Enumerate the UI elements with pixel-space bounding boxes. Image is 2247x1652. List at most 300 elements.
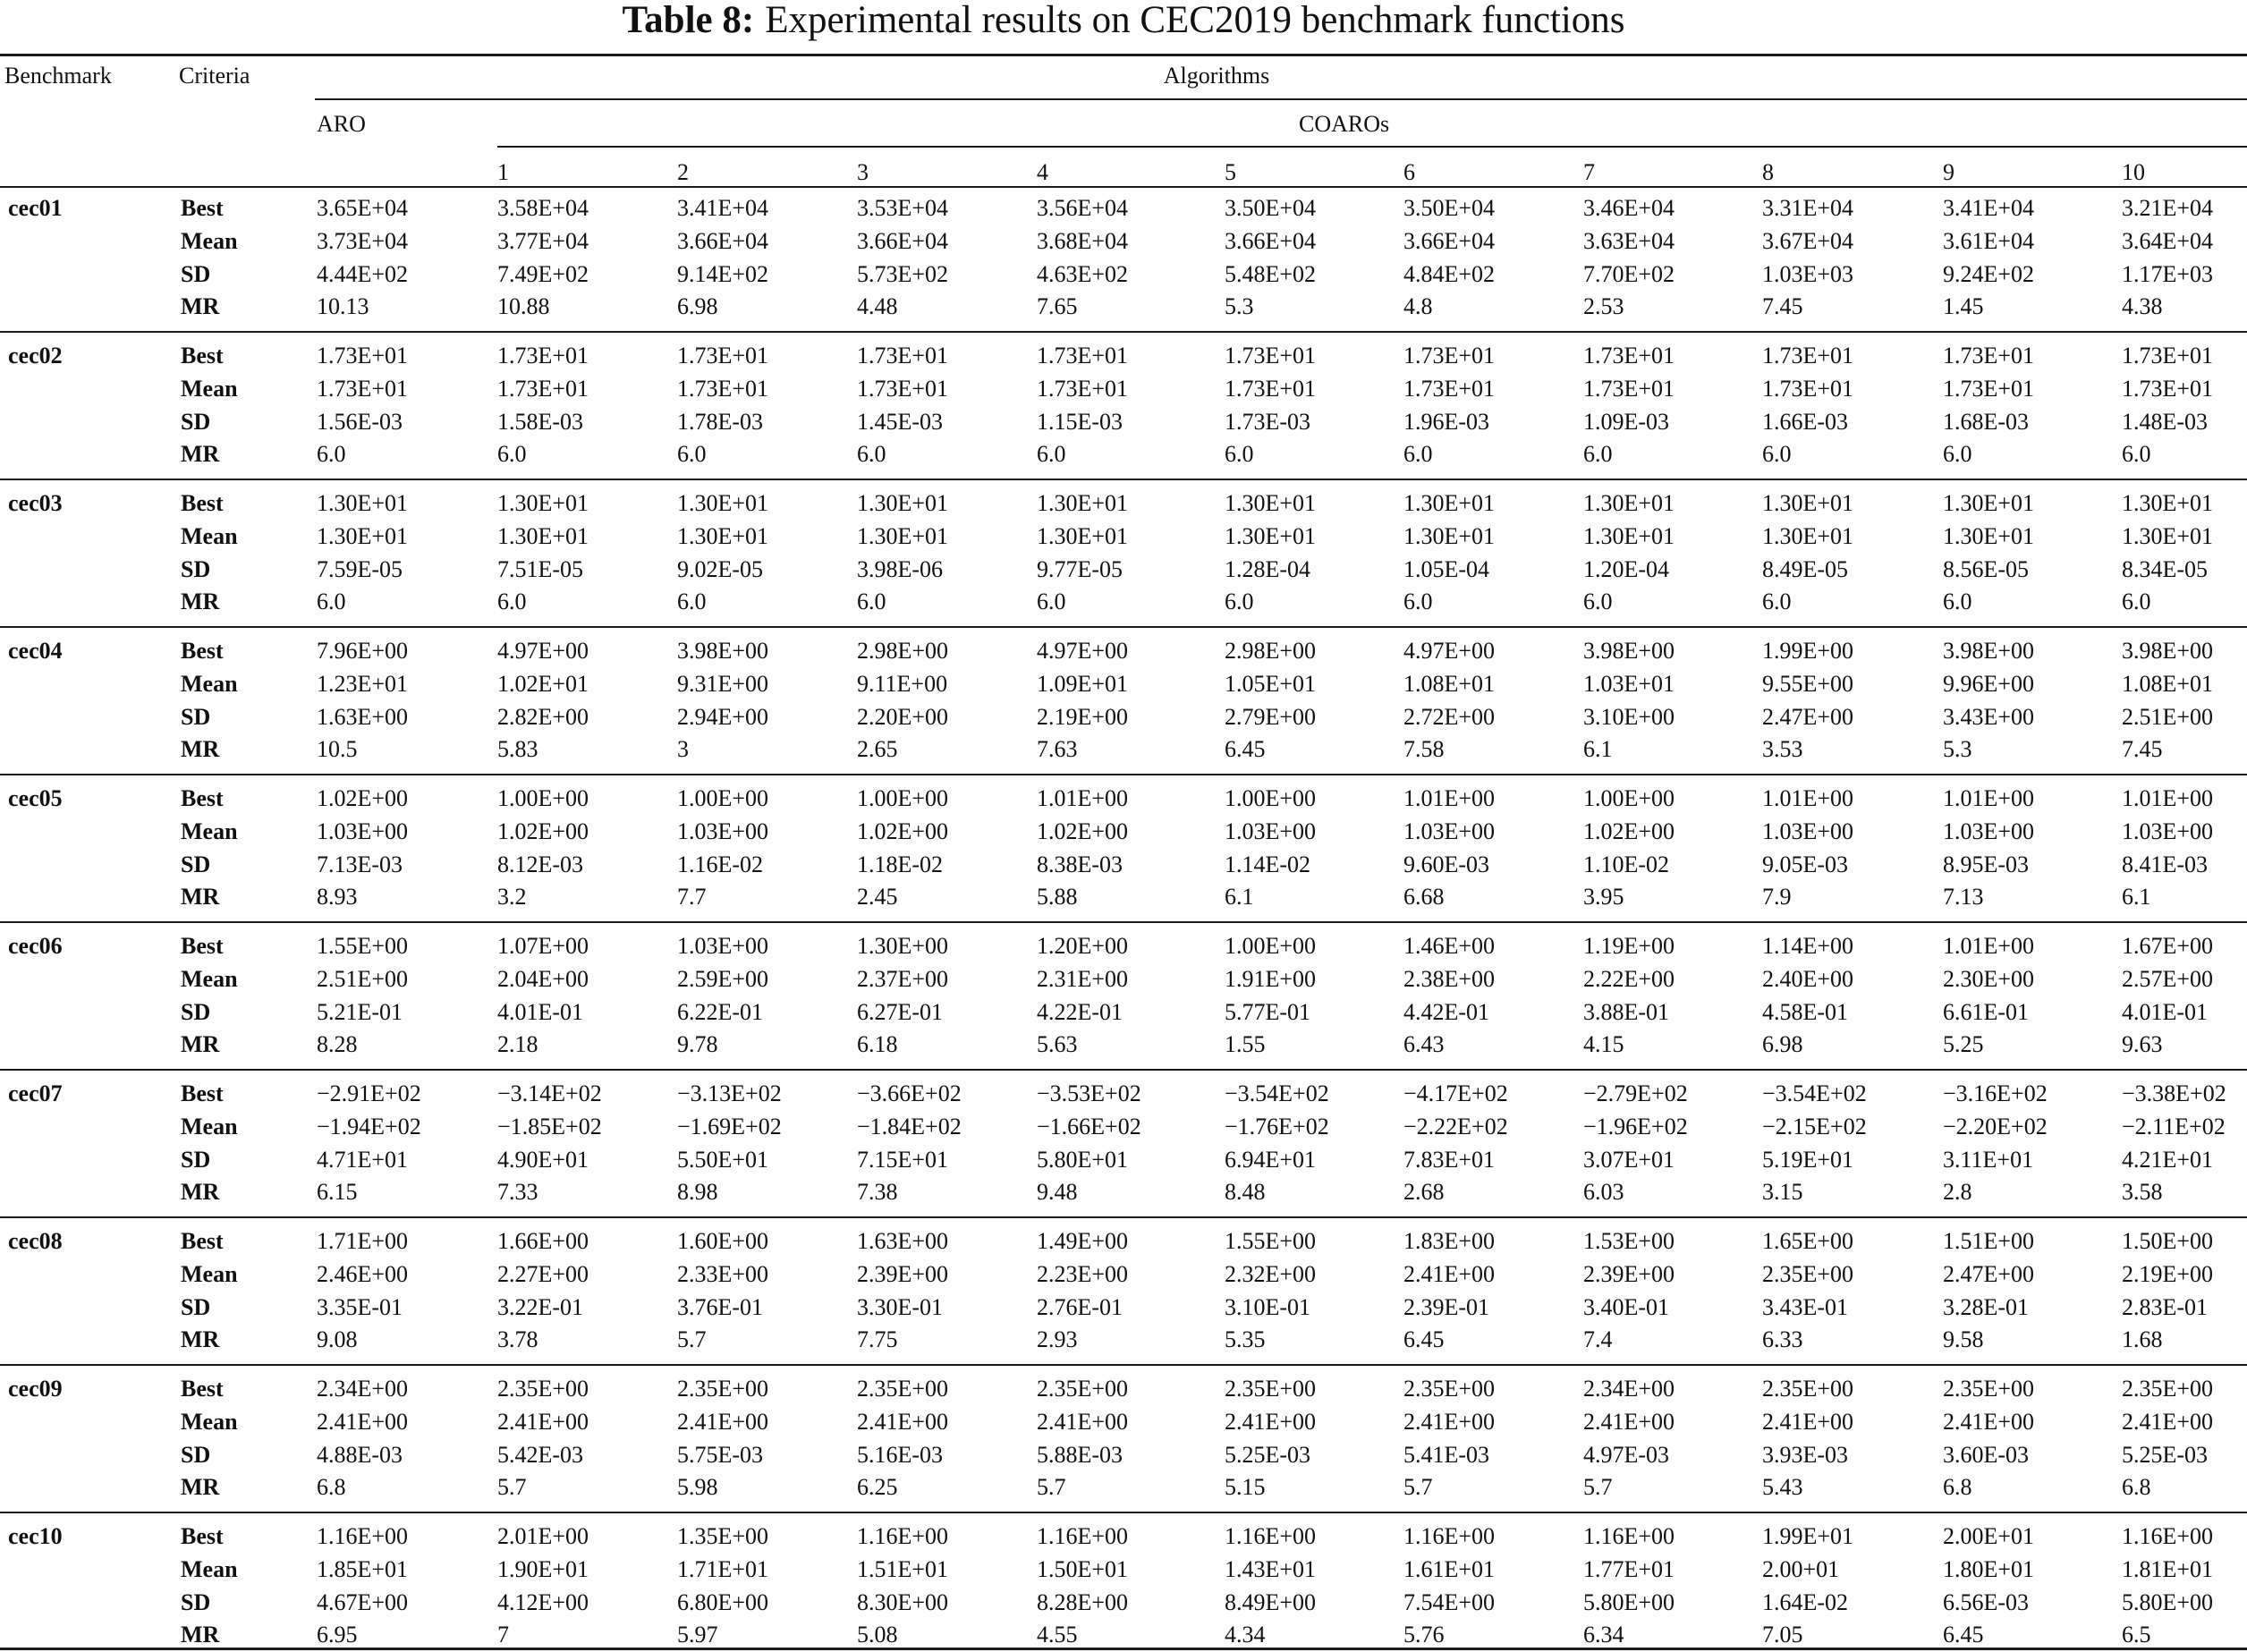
- table-cell: 9.77E-05: [1037, 555, 1124, 582]
- table-cell: 1.49E+00: [1037, 1228, 1129, 1254]
- criteria-label: Mean: [181, 1260, 238, 1287]
- table-cell: 3.98E+00: [2122, 638, 2214, 664]
- benchmark-name: cec08: [8, 1228, 63, 1254]
- table-cell: 6.1: [2122, 884, 2151, 911]
- table-cell: 3.98E-06: [857, 555, 944, 582]
- group-separator: [0, 1364, 2247, 1366]
- table-cell: 1.10E-02: [1583, 851, 1670, 877]
- group-separator: [0, 1216, 2247, 1218]
- table-cell: 2.47E+00: [1762, 703, 1854, 730]
- table-cell: 1.30E+01: [1762, 490, 1854, 516]
- table-cell: 9.63: [2122, 1031, 2163, 1058]
- table-cell: 4.34: [1225, 1622, 1266, 1648]
- table-cell: 1.73E+01: [1403, 343, 1496, 369]
- table-cell: 5.88: [1037, 884, 1078, 911]
- table-cell: 2.22E+00: [1583, 965, 1675, 992]
- table-cell: 1.73E+01: [1225, 375, 1317, 402]
- criteria-label: MR: [181, 1622, 220, 1648]
- table-cell: 1.53E+00: [1583, 1228, 1675, 1254]
- table-cell: 2.19E+00: [2122, 1260, 2214, 1287]
- table-cell: 1.17E+03: [2122, 260, 2214, 287]
- criteria-label: Mean: [181, 1555, 238, 1582]
- table-cell: 5.80E+00: [1583, 1588, 1675, 1615]
- table-cell: 6.15: [317, 1179, 358, 1206]
- criteria-label: Mean: [181, 1408, 238, 1435]
- table-cell: 2.68: [1403, 1179, 1445, 1206]
- table-cell: 2.41E+00: [497, 1408, 589, 1435]
- table-cell: 1.61E+01: [1403, 1555, 1496, 1582]
- criteria-label: Mean: [181, 670, 238, 697]
- table-cell: 2.35E+00: [677, 1376, 769, 1402]
- table-cell: 2.51E+00: [317, 965, 409, 992]
- algorithms-rule: [315, 98, 2247, 100]
- table-cell: 8.49E-05: [1762, 555, 1849, 582]
- table-cell: 7.58: [1403, 736, 1445, 763]
- table-cell: 7.70E+02: [1583, 260, 1675, 287]
- table-cell: 7.13: [1943, 884, 1984, 911]
- table-cell: 2.98E+00: [857, 638, 949, 664]
- group-separator: [0, 479, 2247, 480]
- table-cell: 1.16E+00: [1225, 1523, 1317, 1549]
- table-cell: 1.16E+00: [2122, 1523, 2214, 1549]
- table-cell: −3.66E+02: [857, 1080, 962, 1106]
- table-cell: 1.03E+00: [1762, 818, 1854, 844]
- table-cell: −1.76E+02: [1225, 1113, 1329, 1139]
- table-cell: 5.48E+02: [1225, 260, 1317, 287]
- header-coaros: COAROs: [1299, 111, 1390, 137]
- table-cell: 5.43: [1762, 1474, 1803, 1501]
- table-cell: 2.31E+00: [1037, 965, 1129, 992]
- benchmark-name: cec06: [8, 933, 63, 959]
- table-cell: 8.38E-03: [1037, 851, 1124, 877]
- table-cell: 2.94E+00: [677, 703, 769, 730]
- table-cell: 2.41E+00: [317, 1408, 409, 1435]
- table-cell: 5.7: [677, 1326, 707, 1353]
- table-cell: 1.30E+01: [1037, 490, 1129, 516]
- table-cell: −2.79E+02: [1583, 1080, 1688, 1106]
- table-cell: 6.68: [1403, 884, 1445, 911]
- table-cell: 2.40E+00: [1762, 965, 1854, 992]
- table-cell: 1.73E+01: [317, 375, 409, 402]
- table-cell: 4.48: [857, 293, 898, 320]
- criteria-label: MR: [181, 884, 220, 911]
- table-cell: 1.14E+00: [1762, 933, 1854, 959]
- table-cell: 1.66E+00: [497, 1228, 589, 1254]
- table-cell: 3.50E+04: [1403, 195, 1496, 221]
- table-cell: 2.35E+00: [857, 1376, 949, 1402]
- table-cell: 1.51E+01: [857, 1555, 949, 1582]
- header-coaro-10: 10: [2122, 159, 2145, 185]
- table-cell: 6.0: [1762, 441, 1792, 468]
- table-cell: 1.01E+00: [1943, 933, 2035, 959]
- criteria-label: SD: [181, 1146, 211, 1173]
- table-cell: 3.95: [1583, 884, 1624, 911]
- table-cell: 5.3: [1225, 293, 1254, 320]
- table-cell: 3.66E+04: [1403, 227, 1496, 254]
- table-cell: 6.0: [1583, 589, 1613, 615]
- table-cell: −1.96E+02: [1583, 1113, 1688, 1139]
- table-cell: 3.56E+04: [1037, 195, 1129, 221]
- table-cell: 3.10E+00: [1583, 703, 1675, 730]
- table-cell: −3.14E+02: [497, 1080, 602, 1106]
- table-cell: 8.93: [317, 884, 358, 911]
- criteria-label: SD: [181, 260, 211, 287]
- group-separator: [0, 921, 2247, 923]
- table-cell: 8.28E+00: [1037, 1588, 1129, 1615]
- table-cell: 2.41E+00: [1037, 1408, 1129, 1435]
- table-cell: 8.48: [1225, 1179, 1266, 1206]
- table-cell: 6.0: [317, 589, 346, 615]
- table-cell: 2.46E+00: [317, 1260, 409, 1287]
- table-cell: 1.71E+01: [677, 1555, 769, 1582]
- table-cell: 7.59E-05: [317, 555, 403, 582]
- table-cell: 7.4: [1583, 1326, 1613, 1353]
- table-cell: 1.02E+00: [1037, 818, 1129, 844]
- table-cell: 1.78E-03: [677, 408, 764, 435]
- top-rule: [0, 54, 2247, 56]
- criteria-label: SD: [181, 851, 211, 877]
- table-cell: 7.13E-03: [317, 851, 403, 877]
- table-cell: 2.41E+00: [1583, 1408, 1675, 1435]
- table-cell: 7.65: [1037, 293, 1078, 320]
- table-cell: −2.91E+02: [317, 1080, 421, 1106]
- table-cell: 8.41E-03: [2122, 851, 2209, 877]
- table-cell: 1.05E-04: [1403, 555, 1490, 582]
- table-cell: 3.41E+04: [1943, 195, 2035, 221]
- table-cell: −3.54E+02: [1225, 1080, 1329, 1106]
- table-cell: 8.98: [677, 1179, 718, 1206]
- table-cell: 3.60E-03: [1943, 1441, 2030, 1468]
- benchmark-name: cec02: [8, 343, 63, 369]
- table-cell: 3.21E+04: [2122, 195, 2214, 221]
- table-cell: 6.0: [317, 441, 346, 468]
- table-cell: 2.41E+00: [1403, 1408, 1496, 1435]
- table-cell: 2.35E+00: [1037, 1376, 1129, 1402]
- table-cell: 2.72E+00: [1403, 703, 1496, 730]
- table-cell: 9.96E+00: [1943, 670, 2035, 697]
- table-cell: 2.34E+00: [317, 1376, 409, 1402]
- table-cell: 1.73E+01: [677, 375, 769, 402]
- table-cell: 2.35E+00: [1225, 1376, 1317, 1402]
- table-cell: 2.35E+00: [2122, 1376, 2214, 1402]
- table-cell: 1.03E+00: [1403, 818, 1496, 844]
- table-cell: 1.30E+01: [1583, 522, 1675, 549]
- criteria-label: Mean: [181, 375, 238, 402]
- table-cell: 1.68E-03: [1943, 408, 2030, 435]
- table-cell: −2.20E+02: [1943, 1113, 2048, 1139]
- table-cell: 1.30E+01: [317, 522, 409, 549]
- table-cell: 5.42E-03: [497, 1441, 584, 1468]
- table-cell: 1.60E+00: [677, 1228, 769, 1254]
- table-cell: 1.05E+01: [1225, 670, 1317, 697]
- criteria-label: MR: [181, 1179, 220, 1206]
- table-cell: 4.8: [1403, 293, 1433, 320]
- criteria-label: Best: [181, 1523, 224, 1549]
- table-cell: 1.56E-03: [317, 408, 403, 435]
- table-cell: 1.00E+00: [1225, 933, 1317, 959]
- table-cell: 1.01E+00: [2122, 785, 2214, 811]
- table-cell: 5.80E+00: [2122, 1588, 2214, 1615]
- table-cell: 5.63: [1037, 1031, 1078, 1058]
- table-cell: 1.03E+00: [677, 818, 769, 844]
- table-cell: 6.0: [1943, 589, 1972, 615]
- table-cell: −2.22E+02: [1403, 1113, 1508, 1139]
- table-cell: 1.83E+00: [1403, 1228, 1496, 1254]
- table-cell: 2.82E+00: [497, 703, 589, 730]
- table-cell: 5.21E-01: [317, 998, 403, 1025]
- table-cell: 1.73E+01: [1225, 343, 1317, 369]
- table-cell: 1.08E+01: [1403, 670, 1496, 697]
- table-cell: 1.96E-03: [1403, 408, 1490, 435]
- table-cell: 5.19E+01: [1762, 1146, 1854, 1173]
- table-cell: 3.07E+01: [1583, 1146, 1675, 1173]
- table-cell: 1.02E+00: [857, 818, 949, 844]
- table-cell: 10.5: [317, 736, 358, 763]
- criteria-label: Mean: [181, 965, 238, 992]
- criteria-label: Best: [181, 1080, 224, 1106]
- table-cell: 1.19E+00: [1583, 933, 1675, 959]
- table-cell: 4.15: [1583, 1031, 1624, 1058]
- table-cell: 1.30E+01: [1762, 522, 1854, 549]
- table-cell: 7.51E-05: [497, 555, 584, 582]
- table-cell: 2.37E+00: [857, 965, 949, 992]
- table-cell: 4.38: [2122, 293, 2163, 320]
- table-cell: 7.54E+00: [1403, 1588, 1496, 1615]
- table-cell: 6.22E-01: [677, 998, 764, 1025]
- table-cell: 1.00E+00: [857, 785, 949, 811]
- table-cell: 1.30E+01: [1943, 490, 2035, 516]
- table-cell: 7.83E+01: [1403, 1146, 1496, 1173]
- table-cell: 2.41E+00: [1225, 1408, 1317, 1435]
- criteria-label: SD: [181, 703, 211, 730]
- table-cell: 3.11E+01: [1943, 1146, 2034, 1173]
- table-cell: −1.85E+02: [497, 1113, 602, 1139]
- table-cell: 3.93E-03: [1762, 1441, 1849, 1468]
- header-coaro-7: 7: [1583, 159, 1595, 185]
- table-cell: 7.05: [1762, 1622, 1803, 1648]
- table-cell: 3.15: [1762, 1179, 1803, 1206]
- table-cell: 1.03E+00: [2122, 818, 2214, 844]
- table-cell: 1.64E-02: [1762, 1588, 1849, 1615]
- table-cell: 3.31E+04: [1762, 195, 1854, 221]
- table-cell: 1.30E+01: [497, 490, 589, 516]
- table-cell: 4.58E-01: [1762, 998, 1849, 1025]
- header-coaro-3: 3: [857, 159, 869, 185]
- table-cell: 9.11E+00: [857, 670, 948, 697]
- table-cell: 1.01E+00: [1943, 785, 2035, 811]
- bottom-rule: [0, 1648, 2247, 1650]
- table-cell: 3.50E+04: [1225, 195, 1317, 221]
- table-cell: 5.98: [677, 1474, 718, 1501]
- table-cell: 4.71E+01: [317, 1146, 409, 1173]
- table-cell: 1.99E+01: [1762, 1523, 1854, 1549]
- table-cell: 6.0: [2122, 589, 2151, 615]
- table-cell: −3.16E+02: [1943, 1080, 2048, 1106]
- table-cell: 6.33: [1762, 1326, 1803, 1353]
- table-cell: 9.48: [1037, 1179, 1078, 1206]
- table-cell: 6.95: [317, 1622, 358, 1648]
- table-cell: −1.66E+02: [1037, 1113, 1141, 1139]
- table-cell: 6.61E-01: [1943, 998, 2030, 1025]
- table-cell: 9.58: [1943, 1326, 1984, 1353]
- criteria-label: MR: [181, 293, 220, 320]
- table-cell: 1.08E+01: [2122, 670, 2214, 697]
- table-cell: 6.0: [1225, 441, 1254, 468]
- table-cell: 2.18: [497, 1031, 538, 1058]
- table-cell: 3.58: [2122, 1179, 2163, 1206]
- criteria-label: MR: [181, 441, 220, 468]
- table-cell: 7: [497, 1622, 509, 1648]
- table-cell: 3.98E+00: [677, 638, 769, 664]
- table-cell: 7.96E+00: [317, 638, 409, 664]
- table-cell: 9.05E-03: [1762, 851, 1849, 877]
- table-cell: 3.30E-01: [857, 1293, 944, 1320]
- table-cell: 6.0: [1037, 441, 1066, 468]
- table-cell: 1.81E+01: [2122, 1555, 2214, 1582]
- table-cell: 2.35E+00: [1943, 1376, 2035, 1402]
- table-cell: 6.45: [1403, 1326, 1445, 1353]
- table-cell: 5.75E-03: [677, 1441, 764, 1468]
- table-cell: 6.0: [1943, 441, 1972, 468]
- table-cell: 3.66E+04: [1225, 227, 1317, 254]
- table-cell: 6.0: [1403, 441, 1433, 468]
- criteria-label: Best: [181, 785, 224, 811]
- table-cell: 5.25: [1943, 1031, 1984, 1058]
- table-cell: 4.67E+00: [317, 1588, 409, 1615]
- table-cell: 3.53E+04: [857, 195, 949, 221]
- criteria-label: Best: [181, 195, 224, 221]
- table-cell: 1.73E+01: [1037, 375, 1129, 402]
- table-cell: 1.45: [1943, 293, 1984, 320]
- header-coaro-2: 2: [677, 159, 689, 185]
- table-cell: 2.35E+00: [1403, 1376, 1496, 1402]
- table-cell: 1.73E+01: [1583, 375, 1675, 402]
- table-cell: 5.7: [1037, 1474, 1066, 1501]
- table-cell: 1.28E-04: [1225, 555, 1311, 582]
- table-cell: 8.95E-03: [1943, 851, 2030, 877]
- table-cell: 6.98: [677, 293, 718, 320]
- criteria-label: SD: [181, 408, 211, 435]
- criteria-label: MR: [181, 1474, 220, 1501]
- header-coaro-1: 1: [497, 159, 509, 185]
- criteria-label: MR: [181, 736, 220, 763]
- table-cell: 1.73E+01: [1583, 343, 1675, 369]
- table-cell: 1.73E+01: [1943, 343, 2035, 369]
- table-cell: 1.73E+01: [857, 375, 949, 402]
- group-separator: [0, 626, 2247, 628]
- table-cell: 1.55E+00: [1225, 1228, 1317, 1254]
- table-cell: 5.7: [1583, 1474, 1613, 1501]
- table-cell: 2.65: [857, 736, 898, 763]
- header-algorithms: Algorithms: [1163, 63, 1270, 89]
- table-cell: 2.35E+00: [1762, 1376, 1854, 1402]
- table-cell: 1.20E-04: [1583, 555, 1670, 582]
- table-cell: 2.33E+00: [677, 1260, 769, 1287]
- table-cell: 2.8: [1943, 1179, 1972, 1206]
- table-cell: 4.97E+00: [497, 638, 589, 664]
- table-cell: −3.38E+02: [2122, 1080, 2226, 1106]
- table-cell: 4.44E+02: [317, 260, 409, 287]
- table-cell: 9.55E+00: [1762, 670, 1854, 697]
- table-cell: 3.65E+04: [317, 195, 409, 221]
- table-cell: 1.02E+00: [1583, 818, 1675, 844]
- table-cell: 2.39E+00: [1583, 1260, 1675, 1287]
- criteria-label: Best: [181, 490, 224, 516]
- table-cell: 2.00+01: [1762, 1555, 1840, 1582]
- table-cell: 2.39E-01: [1403, 1293, 1490, 1320]
- table-cell: 1.48E-03: [2122, 408, 2209, 435]
- table-cell: 2.38E+00: [1403, 965, 1496, 992]
- table-cell: 1.02E+00: [497, 818, 589, 844]
- benchmark-name: cec04: [8, 638, 63, 664]
- table-cell: 3.88E-01: [1583, 998, 1670, 1025]
- table-cell: 3.66E+04: [677, 227, 769, 254]
- table-cell: 3.66E+04: [857, 227, 949, 254]
- table-cell: 5.41E-03: [1403, 1441, 1490, 1468]
- table-cell: 1.63E+00: [857, 1228, 949, 1254]
- table-cell: 5.7: [497, 1474, 527, 1501]
- table-cell: 3.41E+04: [677, 195, 769, 221]
- table-cell: 1.30E+01: [1583, 490, 1675, 516]
- table-cell: 5.83: [497, 736, 538, 763]
- table-cell: −3.53E+02: [1037, 1080, 1141, 1106]
- table-cell: 5.25E-03: [1225, 1441, 1311, 1468]
- table-cell: 6.0: [1037, 589, 1066, 615]
- table-cell: 3.10E-01: [1225, 1293, 1311, 1320]
- table-cell: 6.43: [1403, 1031, 1445, 1058]
- table-cell: 5.35: [1225, 1326, 1266, 1353]
- table-cell: 8.34E-05: [2122, 555, 2209, 582]
- table-cell: 2.32E+00: [1225, 1260, 1317, 1287]
- table-cell: 6.80E+00: [677, 1588, 769, 1615]
- table-cell: 5.7: [1403, 1474, 1433, 1501]
- table-cell: 1.03E+03: [1762, 260, 1854, 287]
- table-cell: 3.43E+00: [1943, 703, 2035, 730]
- group-separator: [0, 774, 2247, 775]
- table-cell: 9.08: [317, 1326, 358, 1353]
- header-bottom-rule: [0, 186, 2247, 188]
- table-cell: 5.3: [1943, 736, 1972, 763]
- table-cell: −3.54E+02: [1762, 1080, 1867, 1106]
- table-cell: 1.73E+01: [1403, 375, 1496, 402]
- table-cell: 2.76E-01: [1037, 1293, 1124, 1320]
- table-cell: 1.30E+01: [497, 522, 589, 549]
- table-cell: 1.55: [1225, 1031, 1266, 1058]
- table-cell: 6.0: [497, 589, 527, 615]
- criteria-label: Mean: [181, 522, 238, 549]
- table-cell: 3.77E+04: [497, 227, 589, 254]
- table-cell: 2.51E+00: [2122, 703, 2214, 730]
- table-cell: 6.18: [857, 1031, 898, 1058]
- table-cell: 1.73E+01: [1037, 343, 1129, 369]
- table-cell: 1.16E+00: [1583, 1523, 1675, 1549]
- table-cell: 3: [677, 736, 689, 763]
- table-cell: 6.1: [1583, 736, 1613, 763]
- table-cell: 1.77E+01: [1583, 1555, 1675, 1582]
- table-cell: 6.03: [1583, 1179, 1624, 1206]
- table-cell: 6.0: [857, 589, 886, 615]
- table-cell: 2.30E+00: [1943, 965, 2035, 992]
- table-cell: −1.84E+02: [857, 1113, 962, 1139]
- table-cell: 9.02E-05: [677, 555, 764, 582]
- table-cell: 2.79E+00: [1225, 703, 1317, 730]
- header-coaro-6: 6: [1403, 159, 1415, 185]
- table-cell: 2.45: [857, 884, 898, 911]
- table-cell: 9.78: [677, 1031, 718, 1058]
- table-cell: 7.33: [497, 1179, 538, 1206]
- table-cell: 5.08: [857, 1622, 898, 1648]
- table-cell: 1.00E+00: [1583, 785, 1675, 811]
